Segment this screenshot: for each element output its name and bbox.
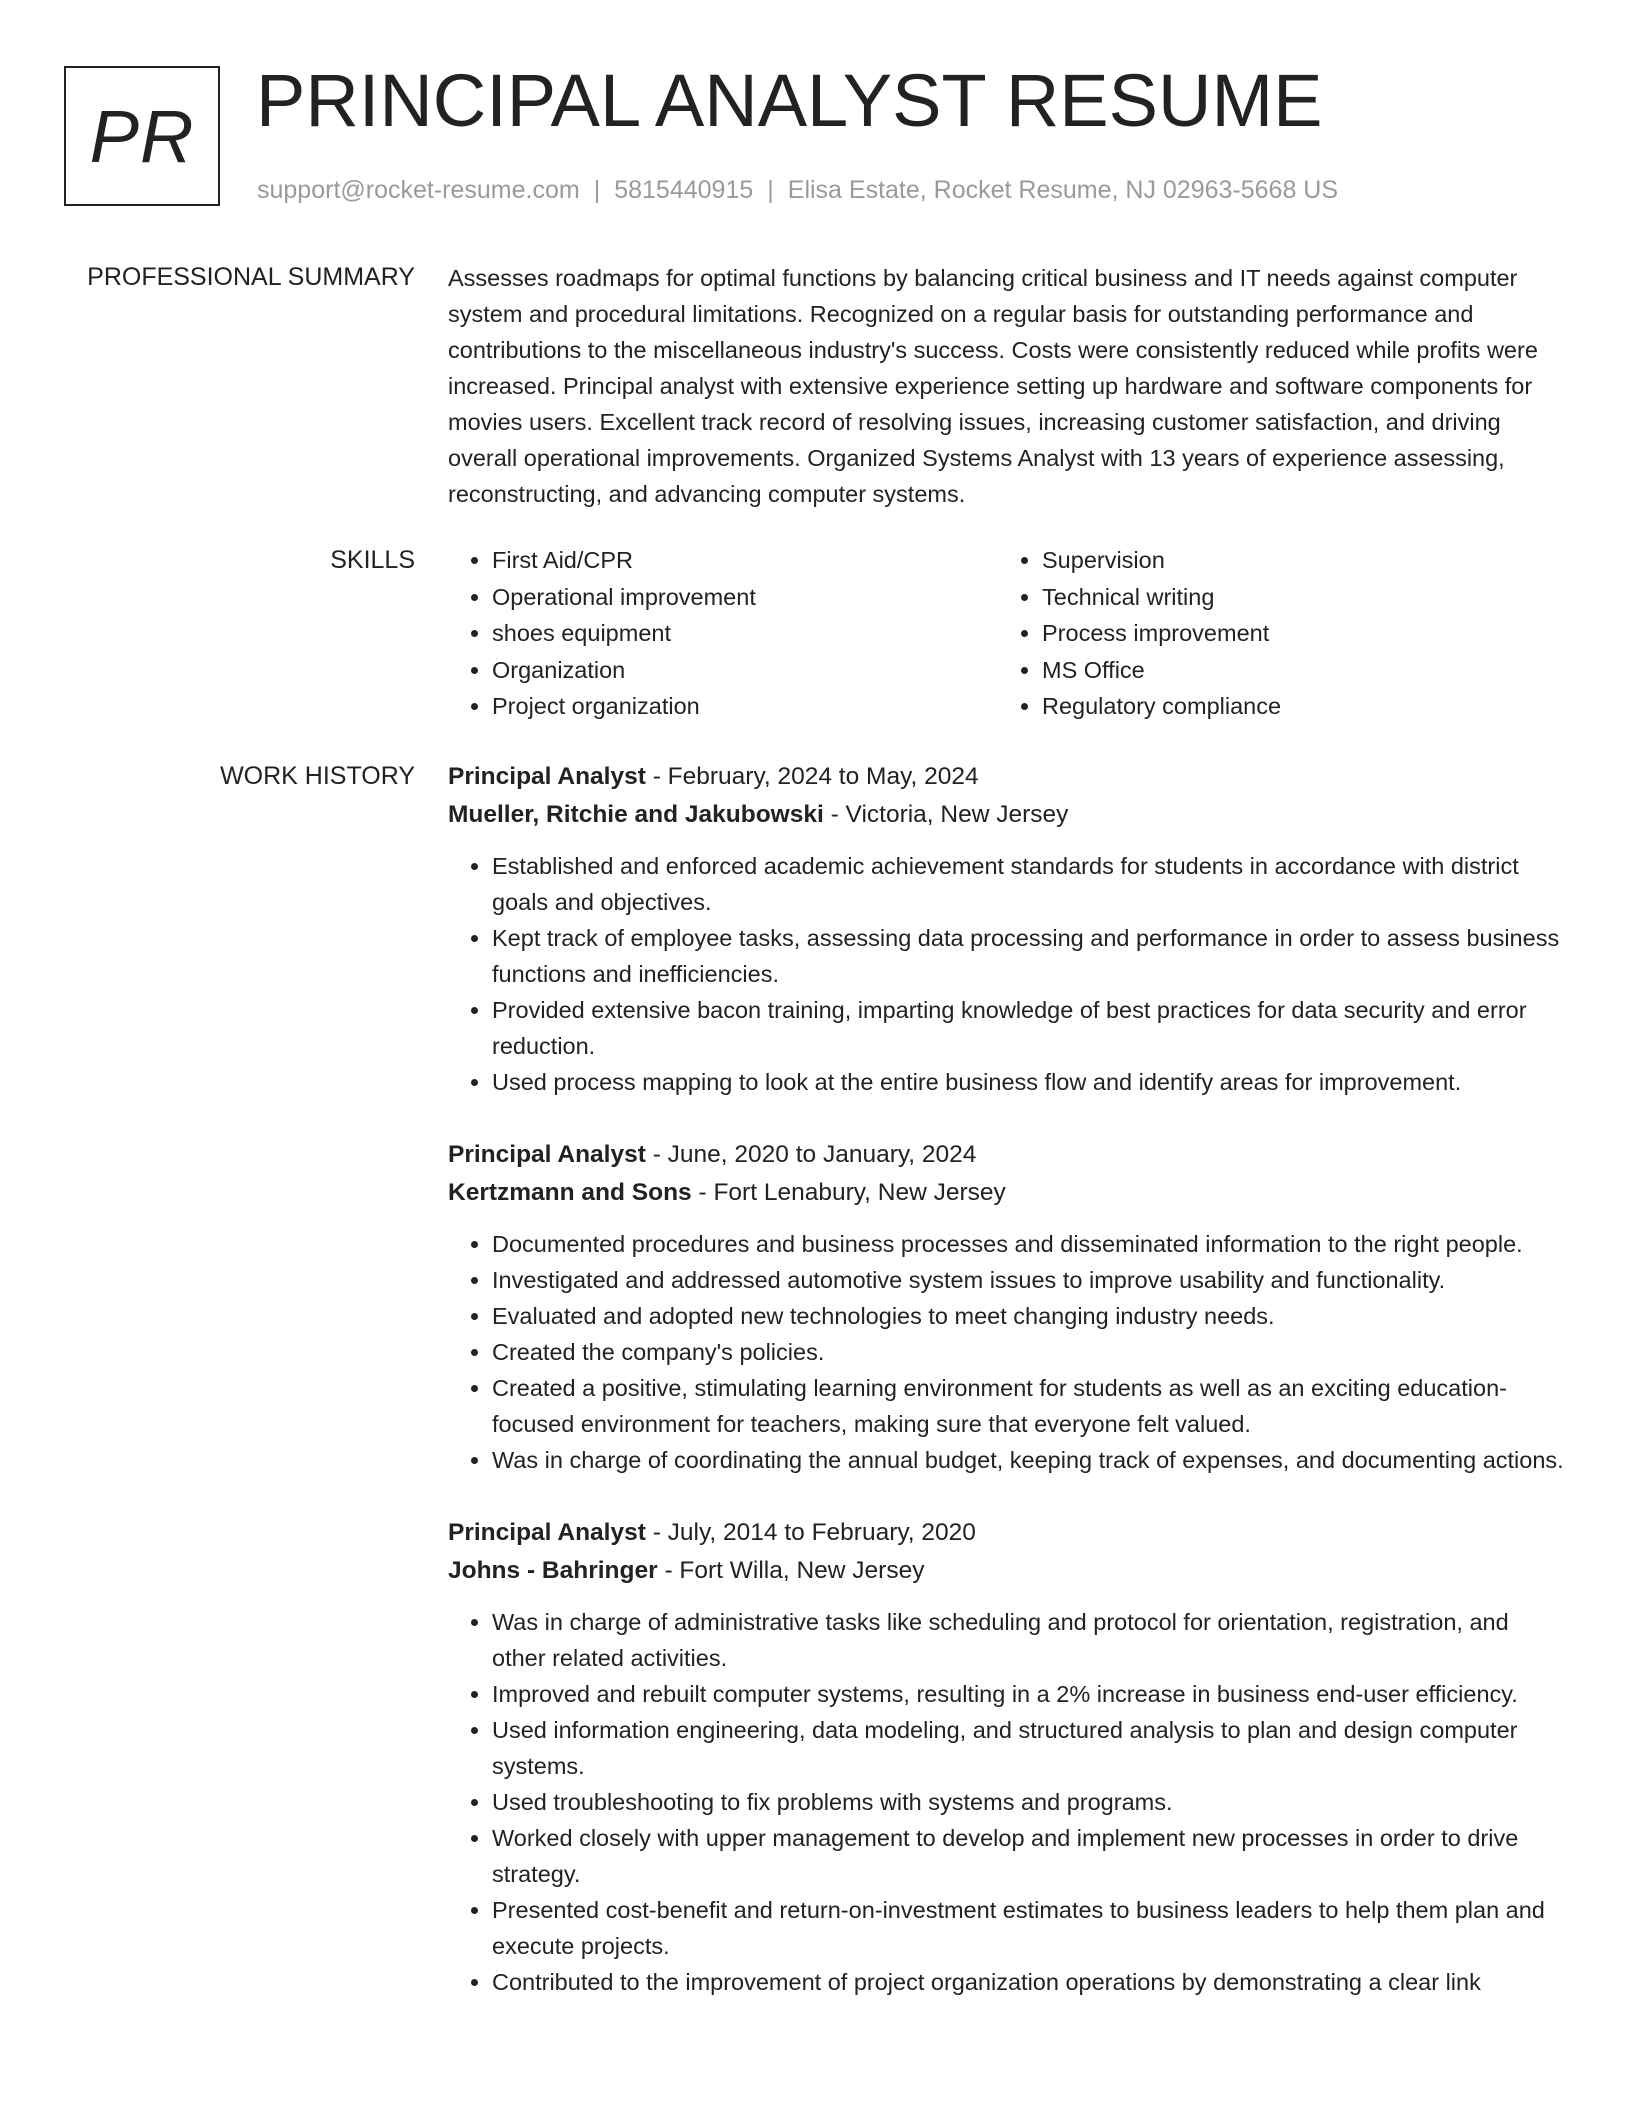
skill-item: • MS Office — [1042, 652, 1548, 689]
job-dates: - July, 2014 to February, 2020 — [645, 1519, 976, 1546]
job-location: - Fort Willa, New Jersey — [657, 1557, 925, 1584]
job-title-line — [448, 758, 1566, 796]
skill-item: • First Aid/CPR — [492, 542, 998, 579]
resume-title: PRINCIPAL ANALYST RESUME — [256, 59, 1323, 142]
job-bullet: • Established and enforced academic achievement standards for students in accordance with district goals and objectives. — [492, 848, 1566, 920]
job-bullet: • Used troubleshooting to fix problems with systems and programs. — [492, 1784, 1566, 1820]
skills-body — [448, 542, 1566, 725]
summary-body — [448, 260, 1566, 512]
job-dates: - June, 2020 to January, 2024 — [645, 1141, 977, 1168]
job-bullet: • Provided extensive bacon training, imparting knowledge of best practices for data security and error reduction. — [492, 992, 1566, 1064]
summary-text: Assesses roadmaps for optimal functions by balancing critical business and IT needs against computer system and procedural limitations. Recognized on a regular basis for outstanding performance and contributions to the miscellaneous industry's success. Costs were consistently reduced while profits were increased. Principal analyst with extensive experience setting up hardware and software components for movies users. Excellent track record of resolving issues, increasing customer satisfaction, and driving overall operational improvements. Organized Systems Analyst with 13 years of experience assessing, reconstructing, and advancing computer systems. — [448, 265, 1538, 507]
job-entry — [448, 758, 1566, 1100]
skill-item: • Project organization — [492, 688, 998, 725]
job-bullet-list — [448, 1604, 1566, 2000]
work-history-body — [448, 758, 1566, 2036]
job-bullet: • Used process mapping to look at the entire business flow and identify areas for improvement. — [492, 1064, 1566, 1100]
job-bullet: • Created a positive, stimulating learning environment for students as well as an exciting education-focused environment for teachers, making sure that everyone felt valued. — [492, 1370, 1566, 1442]
work-history-heading: WORK HISTORY — [220, 762, 415, 790]
job-title: Principal Analyst — [448, 763, 646, 790]
skill-item: • Supervision — [1042, 542, 1548, 579]
job-title: Principal Analyst — [448, 1519, 646, 1546]
skill-item: • Technical writing — [1042, 579, 1548, 616]
monogram-initials: PR — [89, 94, 195, 178]
job-title: Principal Analyst — [448, 1141, 646, 1168]
job-bullet: • Documented procedures and business processes and disseminated information to the right people. — [492, 1226, 1566, 1262]
job-bullet: • Improved and rebuilt computer systems, resulting in a 2% increase in business end-user efficiency. — [492, 1676, 1566, 1712]
job-company-line — [448, 1174, 1566, 1212]
contact-separator: | — [767, 176, 774, 204]
job-bullet: • Created the company's policies. — [492, 1334, 1566, 1370]
job-title-line — [448, 1514, 1566, 1552]
job-title-line — [448, 1136, 1566, 1174]
job-company: Mueller, Ritchie and Jakubowski — [448, 801, 824, 828]
job-dates: - February, 2024 to May, 2024 — [645, 763, 979, 790]
skills-heading: SKILLS — [330, 546, 415, 574]
job-bullet: • Presented cost-benefit and return-on-investment estimates to business leaders to help them plan and execute projects. — [492, 1892, 1566, 1964]
skill-item: • Regulatory compliance — [1042, 688, 1548, 725]
skill-item: • Organization — [492, 652, 998, 689]
job-bullet: • Kept track of employee tasks, assessing data processing and performance in order to assess business functions and inefficiencies. — [492, 920, 1566, 992]
monogram-logo — [64, 66, 220, 206]
job-bullet: • Contributed to the improvement of project organization operations by demonstrating a clear link — [492, 1964, 1566, 2000]
contact-line — [257, 172, 1338, 208]
skill-item: • Process improvement — [1042, 615, 1548, 652]
job-bullet: • Used information engineering, data modeling, and structured analysis to plan and design computer systems. — [492, 1712, 1566, 1784]
job-location: - Victoria, New Jersey — [823, 801, 1069, 828]
job-bullet: • Was in charge of administrative tasks like scheduling and protocol for orientation, registration, and other related activities. — [492, 1604, 1566, 1676]
contact-email: support@rocket-resume.com — [257, 176, 580, 204]
job-entry — [448, 1136, 1566, 1478]
summary-heading: PROFESSIONAL SUMMARY — [87, 263, 415, 291]
contact-separator: | — [593, 176, 601, 204]
job-bullet-list — [448, 848, 1566, 1100]
job-bullet: • Investigated and addressed automotive system issues to improve usability and functionality. — [492, 1262, 1566, 1298]
skill-item: • shoes equipment — [492, 615, 998, 652]
job-bullet: • Was in charge of coordinating the annual budget, keeping track of expenses, and documenting actions. — [492, 1442, 1566, 1478]
job-company: Johns - Bahringer — [448, 1557, 658, 1584]
skill-item: • Operational improvement — [492, 579, 998, 616]
job-company-line — [448, 796, 1566, 834]
job-bullet: • Evaluated and adopted new technologies to meet changing industry needs. — [492, 1298, 1566, 1334]
job-entry — [448, 1514, 1566, 2000]
skills-list-right — [998, 542, 1548, 725]
job-bullet-list — [448, 1226, 1566, 1478]
skills-list-left — [448, 542, 998, 725]
job-location: - Fort Lenabury, New Jersey — [691, 1179, 1006, 1206]
contact-phone: 5815440915 — [614, 176, 754, 204]
contact-address: Elisa Estate, Rocket Resume, NJ 02963-5668 US — [787, 176, 1339, 204]
job-company-line — [448, 1552, 1566, 1590]
job-bullet: • Worked closely with upper management to develop and implement new processes in order to drive strategy. — [492, 1820, 1566, 1892]
job-company: Kertzmann and Sons — [448, 1179, 692, 1206]
